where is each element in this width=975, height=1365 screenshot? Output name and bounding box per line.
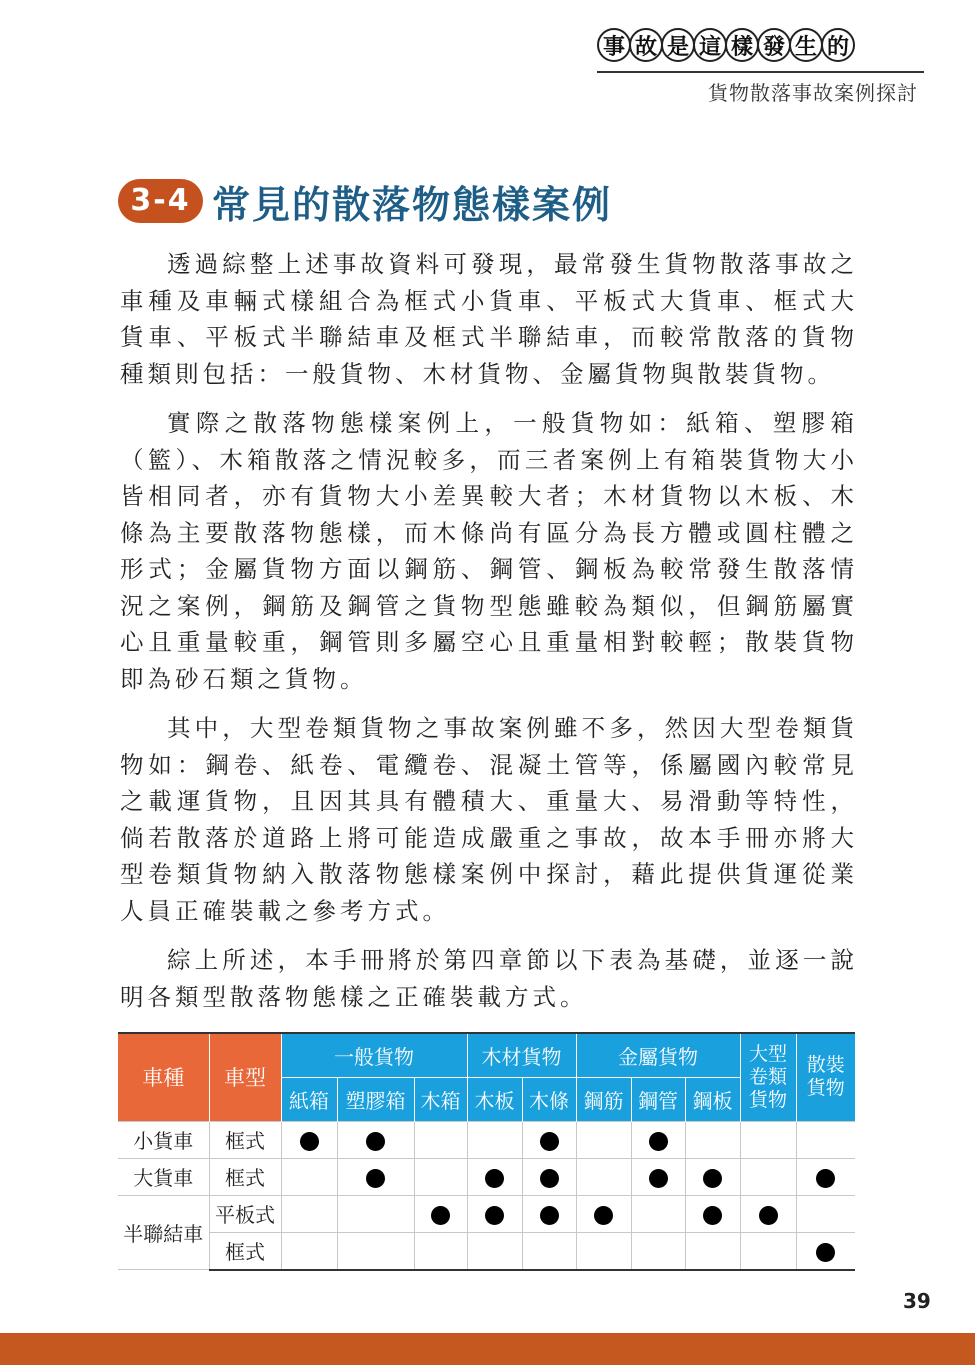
- section-title: 常見的散落物態樣案例: [212, 182, 613, 227]
- mark-cell: [631, 1195, 685, 1232]
- header-type: 車型: [209, 1033, 281, 1121]
- mark-cell: [796, 1158, 855, 1195]
- filled-dot-mark: [485, 1206, 504, 1225]
- mark-cell: [631, 1158, 685, 1195]
- body-text: [120, 246, 858, 1028]
- paragraph: 其中，大型卷類貨物之事故案例雖不多，然因大型卷類貨物如：鋼卷、紙卷、電纜卷、混凝土管等，係屬國內較常見之載運貨物，且因其具有體積大、重量大、易滑動等特性，倘若散落於道路上將可能造成嚴重之事故，故本手冊亦將大型卷類貨物納入散落物態樣案例中探討，藉此提供貨運從業人員正確裝載之參考方式。: [120, 714, 858, 925]
- filled-dot-mark: [431, 1206, 450, 1225]
- mark-cell: [685, 1121, 740, 1158]
- filled-dot-mark: [759, 1206, 778, 1225]
- filled-dot-mark: [816, 1169, 835, 1188]
- filled-dot-mark: [540, 1132, 559, 1151]
- header-metal-cargo: 金屬貨物: [576, 1033, 740, 1077]
- filled-dot-mark: [816, 1243, 835, 1262]
- header-circle-char: 的: [821, 28, 855, 62]
- mark-cell: [631, 1121, 685, 1158]
- mark-cell: [281, 1232, 337, 1270]
- mark-cell: [522, 1195, 576, 1232]
- mark-cell: [337, 1195, 414, 1232]
- mark-cell: [414, 1158, 467, 1195]
- mark-cell: [467, 1232, 522, 1270]
- header-circle-char: 生: [789, 28, 823, 62]
- header-large-roll-label: 大型卷類貨物: [748, 1042, 787, 1111]
- subheader-plastic-box: 塑膠箱: [337, 1077, 414, 1121]
- header-bulk-cargo: [796, 1033, 855, 1121]
- mark-cell: [685, 1158, 740, 1195]
- row-type: 框式: [209, 1232, 281, 1270]
- paragraph: 實際之散落物態樣案例上，一般貨物如：紙箱、塑膠箱（籃）、木箱散落之情況較多，而三者案例上有箱裝貨物大小皆相同者，亦有貨物大小差異較大者；木材貨物以木板、木條為主要散落物態樣，而木條尚有區分為長方體或圓柱體之形式；金屬貨物方面以鋼筋、鋼管、鋼板為較常發生散落情況之案例，鋼筋及鋼管之貨物型態雖較為類似，但鋼筋屬實心且重量較重，鋼管則多屬空心且重量相對較輕；散裝貨物即為砂石類之貨物。: [120, 409, 858, 693]
- page-number: 39: [903, 1289, 931, 1313]
- subheader-wood-box: 木箱: [414, 1077, 467, 1121]
- header-general-cargo: 一般貨物: [281, 1033, 467, 1077]
- mark-cell: [740, 1195, 796, 1232]
- mark-cell: [685, 1195, 740, 1232]
- row-type: 框式: [209, 1121, 281, 1158]
- section-number-badge: 3-4: [118, 179, 203, 223]
- mark-cell: [522, 1232, 576, 1270]
- footer-bar: [0, 1333, 975, 1365]
- subheader-batten: 木條: [522, 1077, 576, 1121]
- mark-cell: [796, 1121, 855, 1158]
- header-circle-char: 發: [757, 28, 791, 62]
- mark-cell: [576, 1158, 631, 1195]
- mark-cell: [796, 1195, 855, 1232]
- row-vehicle: 大貨車: [118, 1158, 209, 1195]
- mark-cell: [796, 1232, 855, 1270]
- row-type: 平板式: [209, 1195, 281, 1232]
- mark-cell: [337, 1121, 414, 1158]
- filled-dot-mark: [594, 1206, 613, 1225]
- header-title-circles: [597, 28, 853, 62]
- header-circle-char: 樣: [725, 28, 759, 62]
- filled-dot-mark: [540, 1206, 559, 1225]
- mark-cell: [337, 1158, 414, 1195]
- filled-dot-mark: [300, 1132, 319, 1151]
- header-divider: [597, 71, 924, 73]
- cargo-vehicle-table: [118, 1032, 855, 1271]
- mark-cell: [631, 1232, 685, 1270]
- header-circle-char: 事: [597, 28, 631, 62]
- mark-cell: [414, 1121, 467, 1158]
- filled-dot-mark: [485, 1169, 504, 1188]
- header-wood-cargo: 木材貨物: [467, 1033, 576, 1077]
- row-vehicle: 小貨車: [118, 1121, 209, 1158]
- mark-cell: [576, 1232, 631, 1270]
- mark-cell: [576, 1121, 631, 1158]
- mark-cell: [281, 1158, 337, 1195]
- mark-cell: [281, 1121, 337, 1158]
- filled-dot-mark: [649, 1132, 668, 1151]
- mark-cell: [740, 1121, 796, 1158]
- header-subtitle: 貨物散落事故案例探討: [708, 81, 918, 105]
- header-large-roll-cargo: [740, 1033, 796, 1121]
- subheader-plate: 鋼板: [685, 1077, 740, 1121]
- filled-dot-mark: [649, 1169, 668, 1188]
- header-circle-char: 故: [629, 28, 663, 62]
- filled-dot-mark: [703, 1169, 722, 1188]
- filled-dot-mark: [703, 1206, 722, 1225]
- mark-cell: [281, 1195, 337, 1232]
- mark-cell: [467, 1195, 522, 1232]
- filled-dot-mark: [540, 1169, 559, 1188]
- table-row: [118, 1195, 855, 1232]
- paragraph: 綜上所述，本手冊將於第四章節以下表為基礎，並逐一說明各類型散落物態樣之正確裝載方式。: [120, 946, 858, 1011]
- subheader-rebar: 鋼筋: [576, 1077, 631, 1121]
- mark-cell: [522, 1158, 576, 1195]
- filled-dot-mark: [366, 1132, 385, 1151]
- mark-cell: [740, 1158, 796, 1195]
- mark-cell: [414, 1195, 467, 1232]
- row-vehicle: 半聯結車: [118, 1195, 209, 1270]
- mark-cell: [576, 1195, 631, 1232]
- row-type: 框式: [209, 1158, 281, 1195]
- filled-dot-mark: [366, 1169, 385, 1188]
- subheader-carton: 紙箱: [281, 1077, 337, 1121]
- table-row: [118, 1121, 855, 1158]
- header-vehicle: 車種: [118, 1033, 209, 1121]
- mark-cell: [337, 1232, 414, 1270]
- header-bulk-label: 散裝貨物: [806, 1054, 845, 1100]
- mark-cell: [467, 1158, 522, 1195]
- paragraph: 透過綜整上述事故資料可發現，最常發生貨物散落事故之車種及車輛式樣組合為框式小貨車、平板式大貨車、框式大貨車、平板式半聯結車及框式半聯結車，而較常散落的貨物種類則包括：一般貨物、木材貨物、金屬貨物與散裝貨物。: [120, 250, 858, 388]
- table-row: [118, 1232, 855, 1270]
- mark-cell: [522, 1121, 576, 1158]
- header-circle-char: 是: [661, 28, 695, 62]
- header-circle-char: 這: [693, 28, 727, 62]
- mark-cell: [414, 1232, 467, 1270]
- subheader-plank: 木板: [467, 1077, 522, 1121]
- subheader-pipe: 鋼管: [631, 1077, 685, 1121]
- table-row: [118, 1158, 855, 1195]
- mark-cell: [685, 1232, 740, 1270]
- mark-cell: [467, 1121, 522, 1158]
- mark-cell: [740, 1232, 796, 1270]
